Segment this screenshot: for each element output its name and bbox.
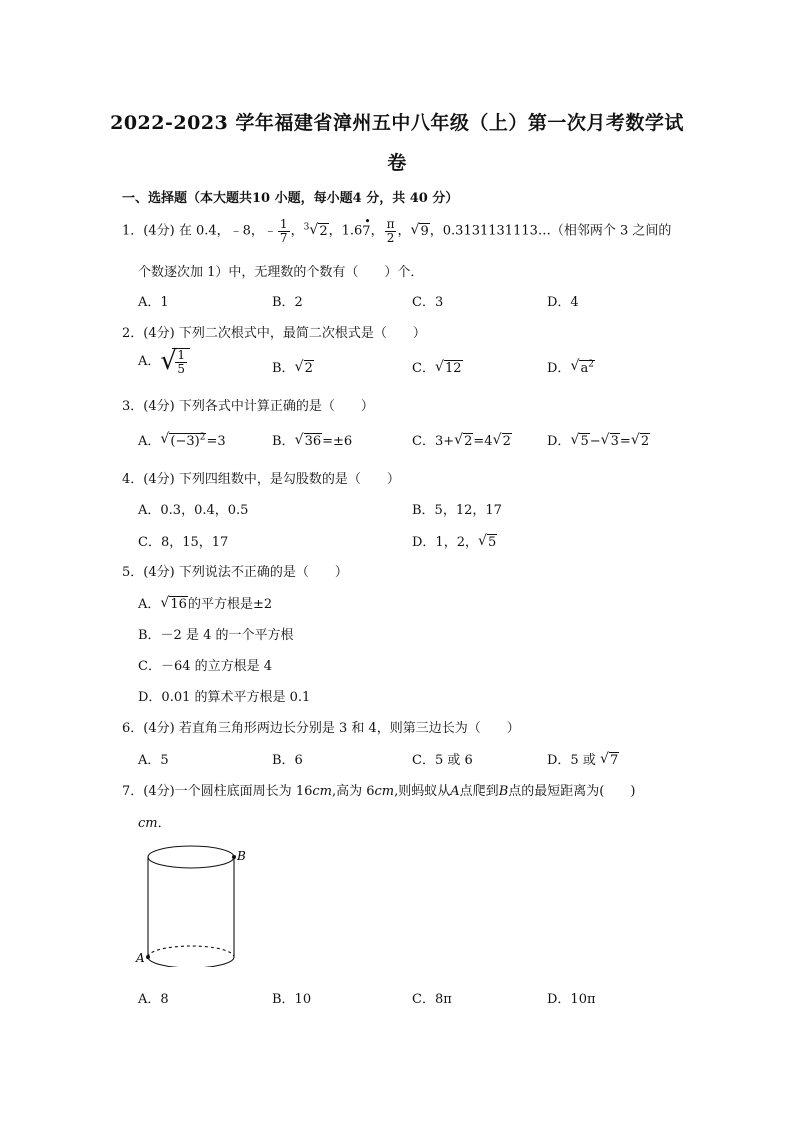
question-2-stem: 2．(4分) 下列二次根式中，最简二次根式是（ ） (122, 326, 426, 341)
question-1-line2: 个数逐次加 1）中，无理数的个数有（ ）个． (138, 265, 424, 280)
q6-d-label: D．5 或 (547, 753, 596, 768)
q2-option-a[interactable] (138, 348, 190, 375)
q1-neg: ﹣ (263, 223, 277, 239)
q2-a-den: 5 (177, 361, 186, 376)
q1-option-c[interactable]: C．3 (412, 295, 444, 310)
q1-sep1: ， (290, 223, 304, 239)
q1-sep4: ， (397, 223, 411, 239)
q1-cbrt-body: 2 (319, 223, 328, 239)
q3-a-tail: =3 (206, 434, 226, 449)
q3-c-body2: 2 (502, 434, 511, 449)
q3-b-label: B． (272, 434, 295, 449)
question-3-stem: 3．(4分) 下列各式中计算正确的是（ ） (122, 399, 374, 414)
q1-rep-digit: 7 (362, 223, 371, 239)
q5-a-tail: 的平方根是±2 (187, 597, 273, 612)
q2-b-body: 2 (304, 361, 313, 376)
q6-d-body: 7 (609, 753, 619, 768)
q7-stem-pre: 7．(4分)一个圆柱底面周长为 16 (122, 784, 313, 799)
q1-option-d[interactable]: D．4 (547, 295, 579, 310)
q3-option-c[interactable]: C．3+ √ 2=4 √ 2 (412, 432, 511, 449)
q1-fraction (278, 218, 290, 244)
q3-c-label: C．3+ (412, 434, 455, 449)
q2-d-label: D． (547, 361, 571, 376)
q2-a-label: A． (138, 354, 161, 370)
q3-d-body1: 5 (580, 434, 589, 449)
q7-option-b[interactable]: B．10 (272, 992, 312, 1007)
q3-a-body: (−3) (170, 434, 200, 449)
q3-option-d[interactable]: D． √ 5− √ 3= √ 2 (547, 432, 650, 449)
q6-option-c[interactable]: C．5 或 6 (412, 753, 473, 768)
q7-stem-mid2: ,则蚂蚁从 (394, 784, 451, 799)
q7-line2-tail: ． (157, 816, 171, 831)
q1-cube-root: √ 2 (309, 221, 328, 239)
q7-option-d[interactable]: D．10π (547, 992, 596, 1007)
q1-cbrt-index: 3 (303, 222, 310, 233)
point-b-dot (232, 855, 236, 859)
figure-label-a: A (136, 951, 145, 965)
q4-option-d[interactable]: D．1，2， √ 5 (412, 533, 497, 550)
q2-c-body: 12 (444, 361, 462, 376)
q2-a-radical: √ $\frac{1}{5}$ (160, 348, 190, 375)
cylinder-bottom-back (148, 946, 234, 957)
q6-option-d[interactable]: D．5 或 √ 7 (547, 751, 619, 768)
q3-d-body2: 3 (610, 434, 619, 449)
figure-label-b: B (237, 849, 246, 863)
q7-stem-tail: 点的最短距离为( ) (508, 784, 636, 799)
q4-option-c[interactable]: C．8，15，17 (138, 535, 229, 550)
q5-option-c[interactable]: C．－64 的立方根是 4 (138, 659, 273, 674)
q4-option-b[interactable]: B．5，12，17 (412, 503, 502, 518)
q3-a-label: A． (138, 434, 161, 449)
q6-option-b[interactable]: B．6 (272, 753, 303, 768)
q4-d-label: D．1，2， (412, 535, 478, 550)
q1-pi-den: 2 (386, 230, 395, 245)
q5-option-b[interactable]: B．－2 是 4 的一个平方根 (138, 628, 294, 643)
exam-title-line1: 2022-2023 学年福建省漳州五中八年级（上）第一次月考数学试 (110, 112, 684, 134)
point-a-dot (146, 955, 150, 959)
q3-d-eq: = (619, 434, 631, 449)
q1-sqrt-body: 9 (420, 223, 429, 239)
q1-repeating-digit: • 7 (362, 214, 371, 239)
q7-option-a[interactable]: A．8 (138, 992, 169, 1007)
question-6-stem: 6．(4分) 若直角三角形两边长分别是 3 和 4，则第三边长为（ ） (122, 721, 520, 736)
q6-option-a[interactable]: A．5 (138, 753, 169, 768)
q5-option-d[interactable]: D．0.01 的算术平方根是 0.1 (138, 690, 311, 705)
question-4-stem: 4．(4分) 下列四组数中，是勾股数的是（ ） (122, 472, 400, 487)
q2-d-body: a (580, 361, 589, 376)
q3-c-body: 2 (464, 434, 473, 449)
q7-point-b: B (498, 784, 509, 799)
q5-a-body: 16 (170, 597, 187, 612)
q5-a-label: A． (138, 597, 161, 612)
q7-line2-unit: cm (138, 816, 158, 831)
question-7-stem (122, 780, 635, 799)
q1-sep2: ，1.6 (328, 223, 363, 239)
q2-d-exp: 2 (588, 359, 594, 370)
q1-tail: ，0.3131131113…（相邻两个 3 之间的 (429, 223, 672, 239)
q1-pi-num: π (386, 217, 395, 231)
q3-option-b[interactable]: B． √ 36=±6 (272, 432, 353, 449)
q1-option-b[interactable]: B．2 (272, 295, 303, 310)
q3-c-mid: =4 (473, 434, 493, 449)
q3-b-body: 36 (304, 434, 322, 449)
cylinder-top-ellipse (148, 846, 234, 868)
q4-option-a[interactable]: A．0.3，0.4，0.5 (138, 503, 249, 518)
q2-a-num: 1 (177, 348, 186, 362)
cylinder-bottom-front (148, 957, 234, 967)
question-7-line2 (138, 812, 171, 831)
q2-option-c[interactable]: C． √ 12 (412, 359, 462, 376)
q2-option-d[interactable]: D． √ $a^2$ (547, 357, 594, 376)
q3-d-body3: 2 (640, 434, 650, 449)
q1-sep3: ， (370, 223, 384, 239)
q7-unit1: cm (312, 784, 332, 799)
q5-option-a[interactable]: A． √ 16的平方根是±2 (138, 595, 273, 612)
q1-frac-num: 1 (279, 217, 288, 231)
q2-option-b[interactable]: B． √ 2 (272, 359, 313, 376)
q3-a-exp: 2 (199, 432, 206, 443)
q7-stem-mid: ,高为 6 (331, 784, 375, 799)
q1-sqrt: √ 9 (410, 221, 429, 239)
q2-b-label: B． (272, 361, 295, 376)
exam-title-line2: 卷 (387, 152, 407, 174)
question-5-stem: 5．(4分) 下列说法不正确的是（ ） (122, 565, 348, 580)
q7-point-a: A (450, 784, 460, 799)
q3-option-a[interactable]: A． √ $(-3)^2=3$ (138, 430, 226, 449)
q1-pi-fraction (385, 218, 397, 244)
q3-b-tail: =±6 (322, 434, 353, 449)
q4-d-body: 5 (487, 535, 497, 550)
section-heading: 一、选择题（本大题共10 小题，每小题4 分，共 40 分） (122, 191, 459, 206)
q7-option-c[interactable]: C．8π (412, 992, 452, 1007)
q7-unit2: cm (374, 784, 395, 799)
cylinder-figure (135, 842, 255, 967)
q3-d-label: D． (547, 434, 571, 449)
q1-head: 1．(4分) 在 0.4，﹣8， (122, 223, 264, 239)
q3-d-mid: − (589, 434, 601, 449)
q2-c-label: C． (412, 361, 435, 376)
q7-stem-mid3: 点爬到 (459, 784, 499, 799)
q1-option-a[interactable]: A．1 (138, 295, 169, 310)
question-1-stem (122, 214, 672, 245)
q1-frac-den: 7 (279, 230, 288, 245)
